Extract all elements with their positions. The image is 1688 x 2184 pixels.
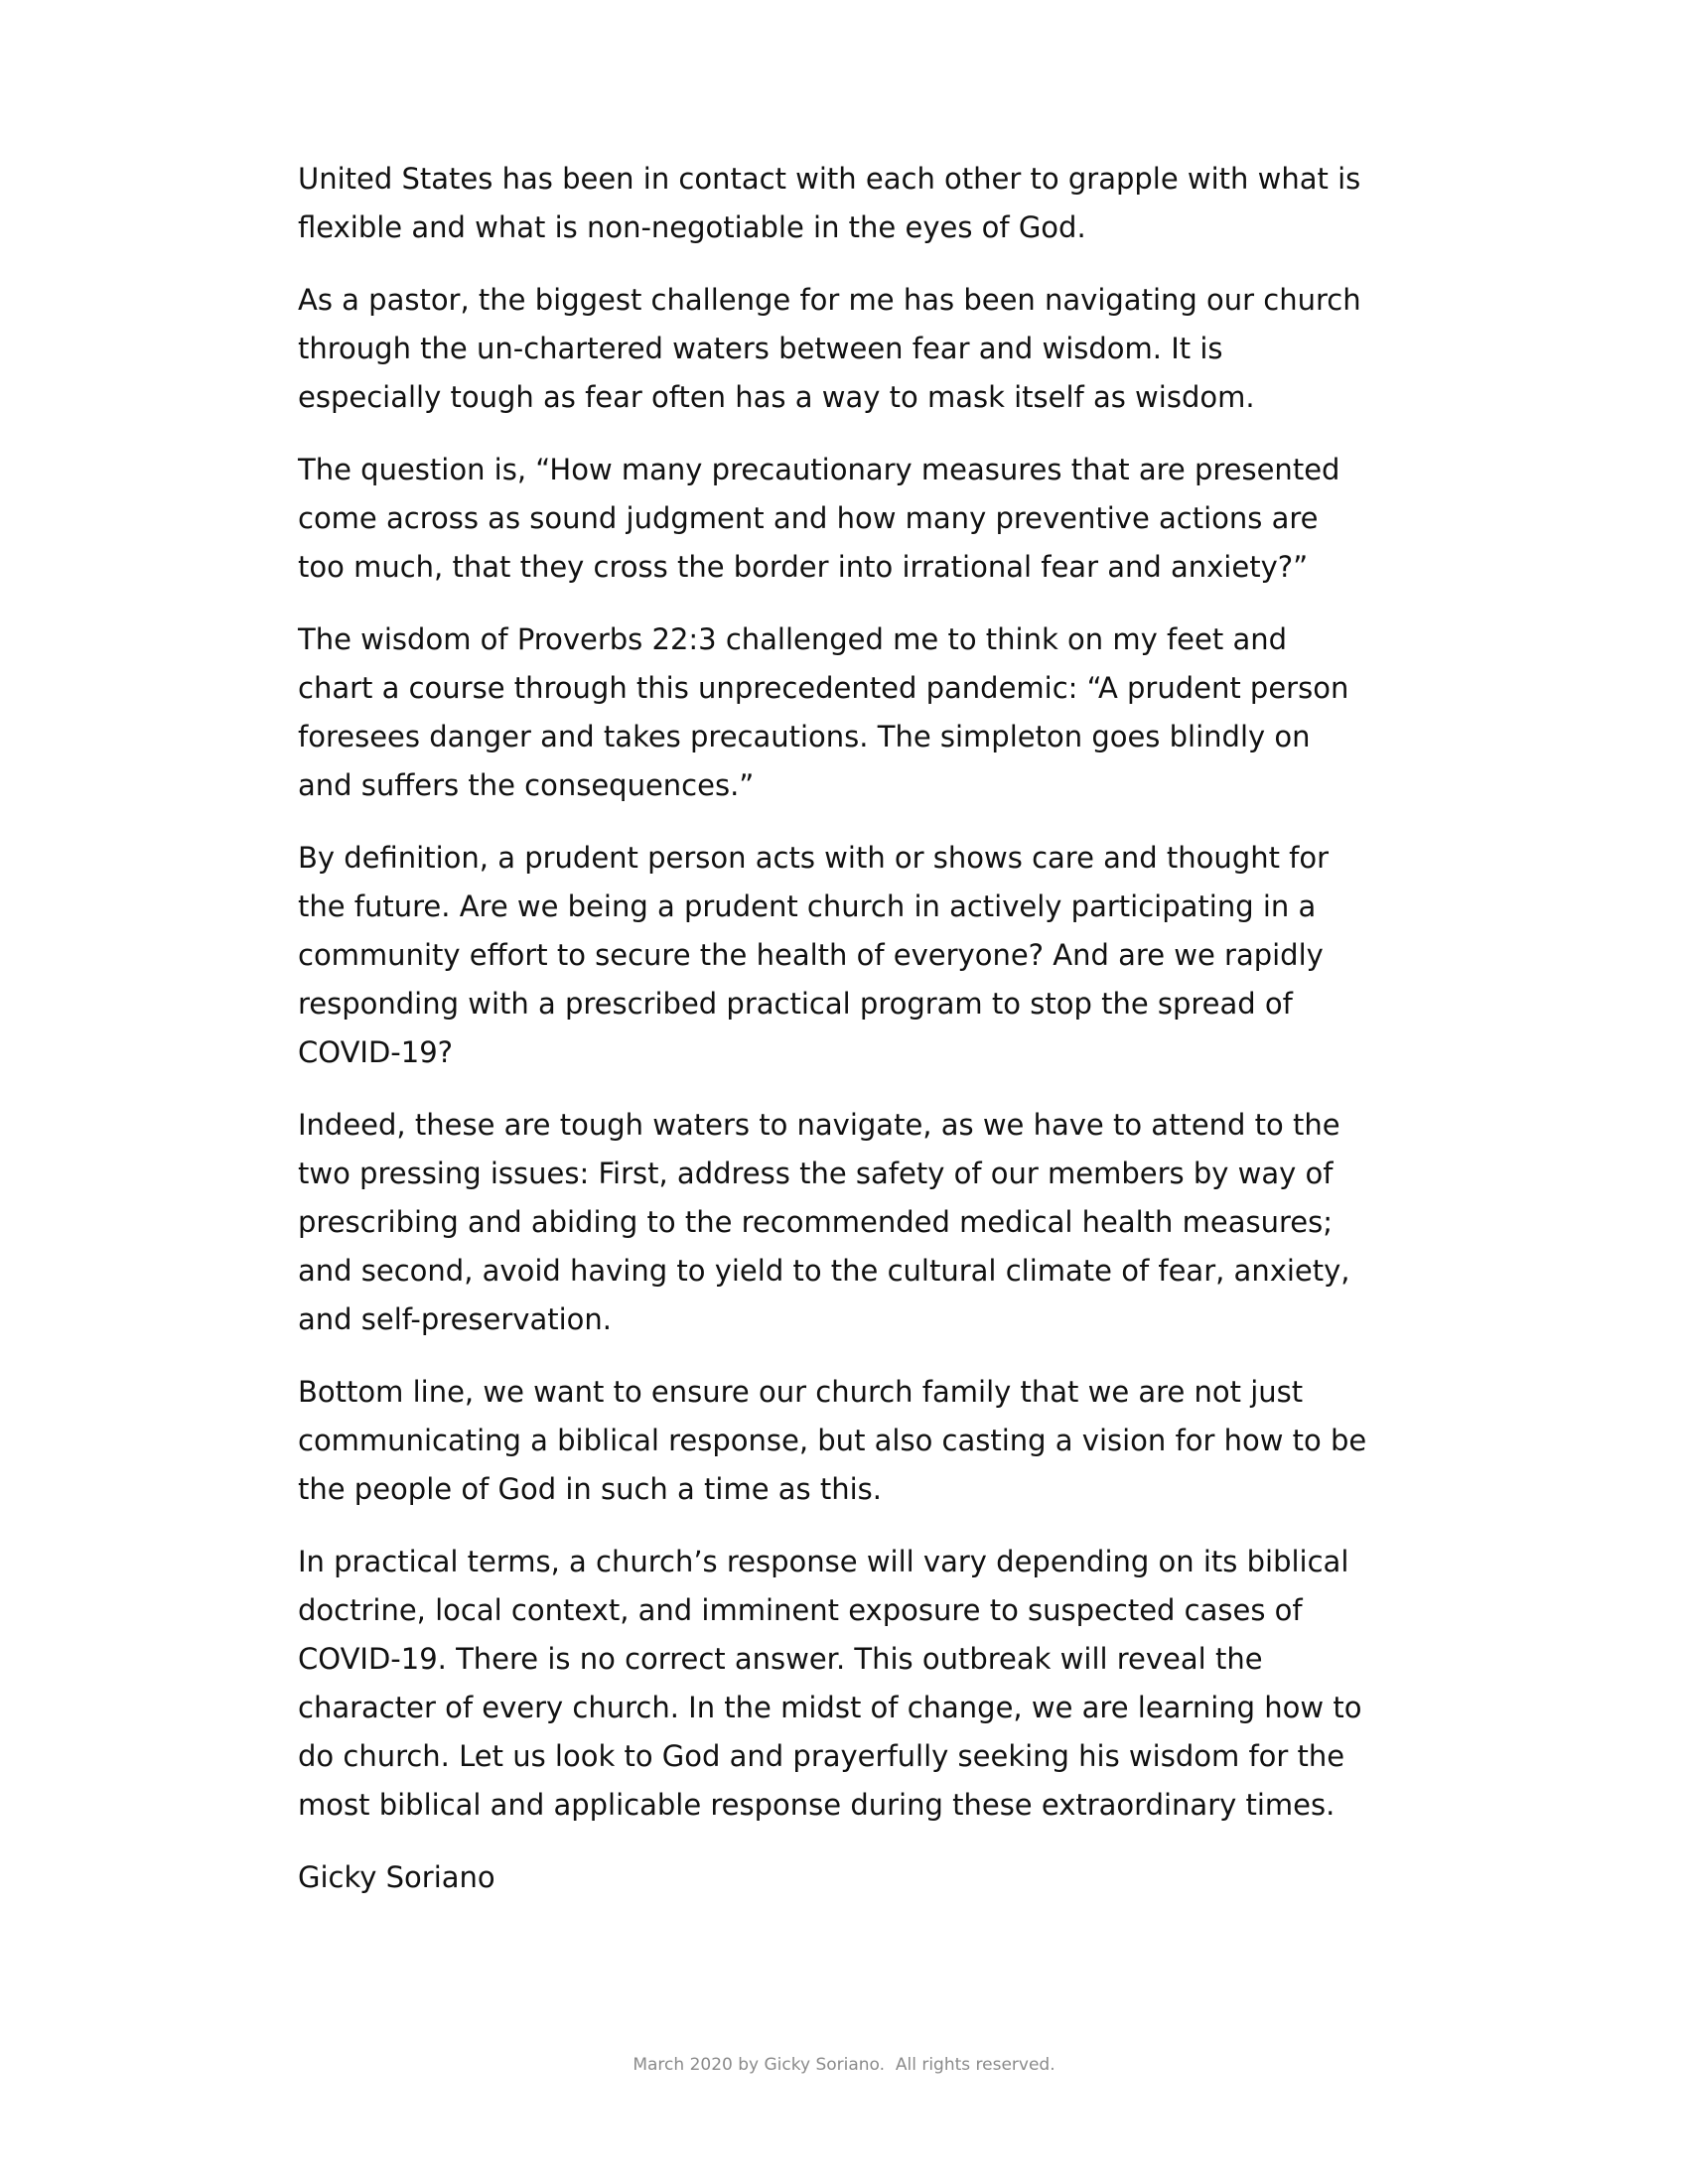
- paragraph-8: [298, 1538, 1400, 1830]
- paragraph-line: come across as sound judgment and how many preventive actions are: [298, 501, 1319, 535]
- paragraph-line: prescribing and abiding to the recommended medical health measures;: [298, 1205, 1334, 1239]
- paragraph-line: and self-preservation.: [298, 1302, 612, 1336]
- paragraph-line: COVID-19?: [298, 1035, 454, 1069]
- paragraph-line: the people of God in such a time as this.: [298, 1472, 882, 1506]
- paragraph-4: [298, 615, 1400, 810]
- paragraph-line: two pressing issues: First, address the safety of our members by way of: [298, 1157, 1334, 1190]
- paragraph-1: [298, 155, 1400, 252]
- paragraph-line: through the un-chartered waters between fear and wisdom. It is: [298, 332, 1223, 365]
- paragraph-line: In practical terms, a church’s response will vary depending on its biblical: [298, 1545, 1349, 1578]
- paragraph-line: foresees danger and takes precautions. The simpleton goes blindly on: [298, 720, 1311, 753]
- paragraph-line: The wisdom of Proverbs 22:3 challenged me to think on my feet and: [298, 622, 1287, 656]
- paragraph-line: do church. Let us look to God and prayerfully seeking his wisdom for the: [298, 1739, 1345, 1773]
- paragraph-line: and second, avoid having to yield to the cultural climate of fear, anxiety,: [298, 1254, 1350, 1288]
- paragraph-line: COVID-19. There is no correct answer. This outbreak will reveal the: [298, 1642, 1263, 1676]
- copyright-footer: March 2020 by Gicky Soriano. All rights reserved.: [633, 2055, 1055, 2075]
- article-body: [298, 155, 1400, 1902]
- paragraph-line: character of every church. In the midst of change, we are learning how to: [298, 1691, 1362, 1724]
- paragraph-7: [298, 1368, 1400, 1514]
- paragraph-line: United States has been in contact with each other to grapple with what is: [298, 162, 1361, 196]
- paragraph-6: [298, 1101, 1400, 1344]
- paragraph-line: communicating a biblical response, but also casting a vision for how to be: [298, 1424, 1367, 1457]
- paragraph-line: The question is, “How many precautionary measures that are presented: [298, 453, 1340, 486]
- paragraph-line: the future. Are we being a prudent church in actively participating in a: [298, 889, 1317, 923]
- paragraph-line: too much, that they cross the border into irrational fear and anxiety?”: [298, 550, 1309, 584]
- paragraph-line: especially tough as fear often has a way to mask itself as wisdom.: [298, 380, 1255, 414]
- paragraph-line: Bottom line, we want to ensure our church family that we are not just: [298, 1375, 1304, 1409]
- paragraph-line: By definition, a prudent person acts with or shows care and thought for: [298, 841, 1330, 875]
- paragraph-line: responding with a prescribed practical program to stop the spread of: [298, 987, 1293, 1021]
- paragraph-line: doctrine, local context, and imminent exposure to suspected cases of: [298, 1593, 1303, 1627]
- paragraph-line: and suffers the consequences.”: [298, 768, 755, 802]
- paragraph-line: Indeed, these are tough waters to navigate, as we have to attend to the: [298, 1108, 1340, 1142]
- paragraph-2: [298, 276, 1400, 422]
- author-signature: Gicky Soriano: [298, 1860, 495, 1894]
- paragraph-line: chart a course through this unprecedented pandemic: “A prudent person: [298, 671, 1349, 705]
- paragraph-line: flexible and what is non-negotiable in the eyes of God.: [298, 210, 1086, 244]
- paragraph-line: community effort to secure the health of everyone? And are we rapidly: [298, 938, 1324, 972]
- paragraph-3: [298, 446, 1400, 592]
- paragraph-line: most biblical and applicable response during these extraordinary times.: [298, 1788, 1336, 1822]
- paragraph-line: As a pastor, the biggest challenge for me has been navigating our church: [298, 283, 1361, 317]
- paragraph-5: [298, 834, 1400, 1077]
